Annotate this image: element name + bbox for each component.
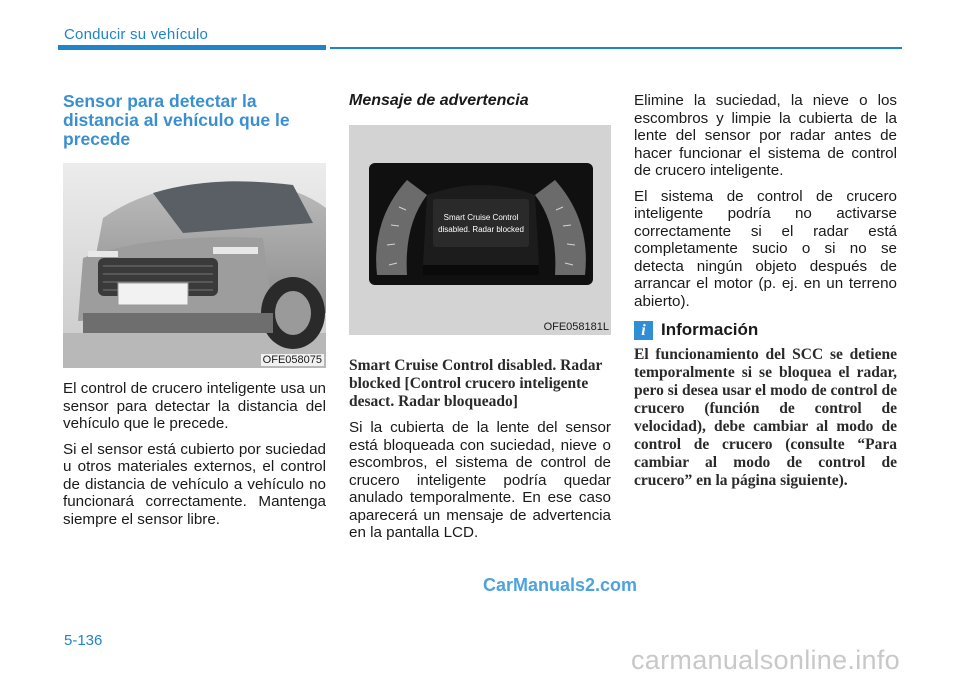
cleaning-paragraph: Elimine la suciedad, la nieve o los escombros y limpie la cubierta de la lente del sensor por radar antes de hacer funcionar el sistema de control de crucero inteligente. [634, 92, 897, 179]
lcd-cluster-image [349, 125, 611, 335]
section-header-title: Conducir su vehículo [64, 26, 209, 43]
column-right [634, 92, 897, 498]
column-left [63, 92, 326, 536]
instrument-cluster-illustration [349, 125, 611, 335]
watermark-carmanuals2[interactable]: CarManuals2.com [483, 575, 638, 595]
warning-message-heading: Mensaje de advertencia [349, 92, 529, 109]
info-icon: i [634, 321, 653, 340]
lcd-message-line-2: disabled. Radar blocked [438, 225, 524, 234]
information-text: El funcionamiento del SCC se detiene temporalmente si se bloquea el radar, pero si desea usar el modo de control de crucero (función de control de velocidad), debe cambiar al modo de control de crucero (consulte “Para cambiar al modo de control de crucero” en la página siguiente). [634, 346, 897, 489]
watermark-carmanualsonline[interactable]: carmanualsonline.info [631, 645, 900, 675]
warning-paragraph: Si la cubierta de la lente del sensor está bloqueada con suciedad, nieve o escombros, el sistema de control de crucero inteligente podría quedar anulado temporalmente. En ese caso aparecerá un mensaje de advertencia en la pantalla LCD. [349, 419, 611, 541]
warning-subheading: Smart Cruise Control disabled. Radar blocked [Control crucero inteligente desact. Radar bloqueado] [349, 357, 603, 410]
information-label: Información [661, 320, 759, 339]
car-illustration [63, 163, 326, 368]
car-front-photo [63, 163, 326, 368]
column-middle [349, 92, 611, 550]
header-rule-thick [58, 45, 326, 50]
sensor-paragraph-1: El control de crucero inteligente usa un sensor para detectar la distancia del vehículo que le precede. [63, 380, 326, 432]
information-header [634, 320, 897, 340]
header-rule-thin [330, 47, 902, 49]
activation-paragraph: El sistema de control de crucero inteligente podría no activarse correctamente si el radar está completamente sucio o si no se detecta ningún objeto después de arrancar el motor (p. ej. en un terreno abierto). [634, 187, 897, 310]
image-code-label: OFE058075 [262, 354, 322, 366]
lcd-message-line-1: Smart Cruise Control [443, 213, 519, 222]
sensor-section-heading: Sensor para detectar la distancia al vehículo que le precede [63, 91, 290, 149]
page-number: 5-136 [64, 632, 103, 649]
image-code-label: OFE058181L [543, 321, 609, 333]
sensor-paragraph-2: Si el sensor está cubierto por suciedad u otros materiales externos, el control de distancia de vehículo a vehículo no funcionará correctamente. Mantenga siempre el sensor libre. [63, 440, 326, 528]
